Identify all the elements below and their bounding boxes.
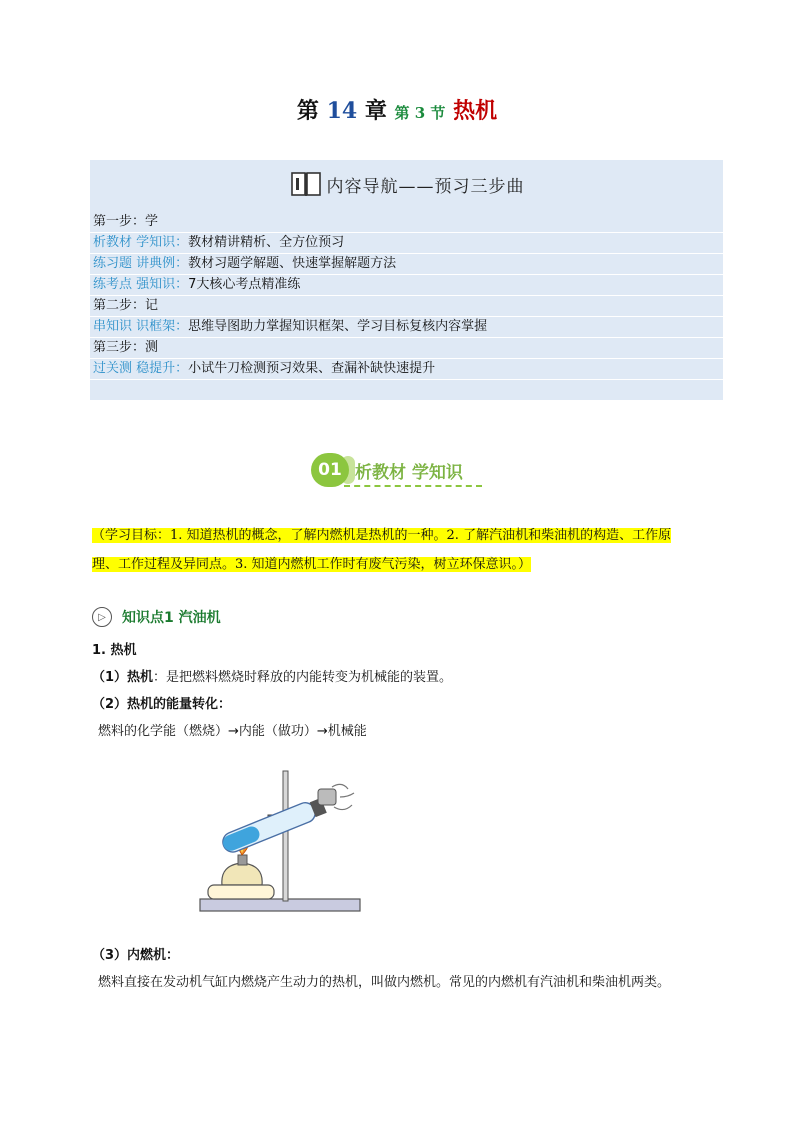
chapter-suffix: 章 [364,98,387,124]
knowledge-point-heading [92,604,221,630]
nav-row: 串知识 识框架：思维导图助力掌握知识框架、学习目标复核内容掌握 [90,317,723,338]
goal-line-1: （学习目标：1. 知道热机的概念，了解内燃机是热机的一种。2. 了解汽油机和柴油机的构造、工作原 [92,528,672,543]
chapter-number: 14 [326,98,358,124]
topic-title: 热机 [453,98,498,124]
ice-definition: 燃料直接在发动机气缸内燃烧产生动力的热机，叫做内燃机。常见的内燃机有汽油机和柴油机两类。 [98,975,671,990]
nav-row: 第三步：测 [90,338,723,359]
nav-row [90,380,723,401]
nav-row: 练习题 讲典例：教材习题学解题、快速掌握解题方法 [90,254,723,275]
nav-row: 第二步：记 [90,296,723,317]
page-title [0,96,794,128]
energy-conversion-text: 燃料的化学能（燃烧）→内能（做功）→机械能 [98,724,367,739]
book-icon [289,169,323,199]
section-underline [344,485,482,487]
section-number: 第 3 节 [394,104,446,122]
nav-rows [90,212,723,401]
nav-row: 第一步：学 [90,212,723,233]
knowledge-point-label: 知识点1 汽油机 [122,610,221,626]
nav-header-text: 内容导航——预习三步曲 [326,176,525,197]
content-navigation-box [90,160,723,400]
energy-conversion-heading: （2）热机的能量转化： [92,697,232,712]
nav-header [90,166,723,202]
section-heading [311,452,463,488]
goal-line-2: 理、工作过程及异同点。3. 知道内燃机工作时有废气污染，树立环保意识。） [92,557,532,572]
definition-line: （1）热机：是把燃料燃烧时释放的内能转变为机械能的装置。 [92,670,453,685]
section-badge: 01 [311,453,349,487]
learning-goals [92,521,732,579]
test-tube-experiment-illustration [190,767,365,915]
arrow-circle-icon: ▷ [92,607,112,627]
nav-row: 析教材 学知识：教材精讲精析、全方位预习 [90,233,723,254]
heading-heat-engine: 1. 热机 [92,643,137,658]
section-title: 析教材 学知识 [355,462,463,483]
ice-heading: （3）内燃机： [92,948,180,963]
chapter-prefix: 第 [296,98,319,124]
nav-row: 练考点 强知识：7大核心考点精准练 [90,275,723,296]
nav-row: 过关测 稳提升：小试牛刀检测预习效果、查漏补缺快速提升 [90,359,723,380]
